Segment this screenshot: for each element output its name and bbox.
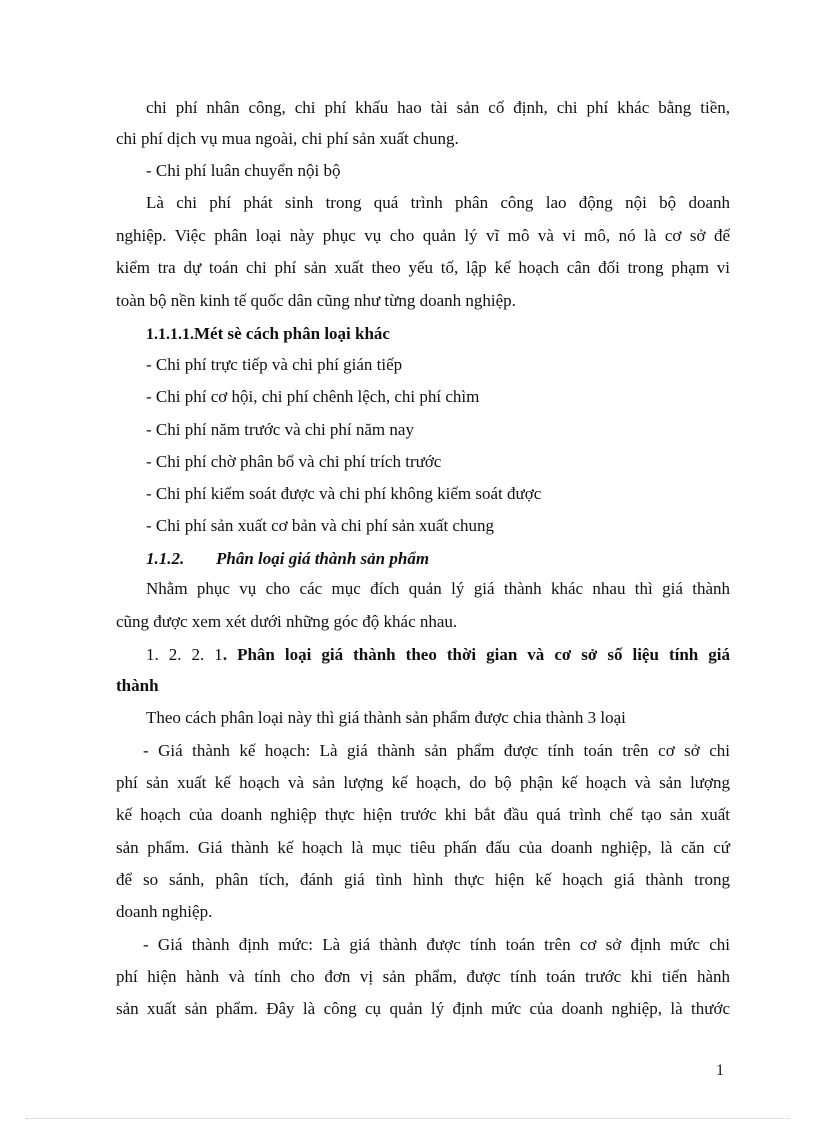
page-number: 1 xyxy=(716,1062,724,1079)
heading-title: . Phân loại giá thành theo thời gian và cơ sở số liệu tính giá xyxy=(222,645,730,664)
paragraph-line: - Giá thành định mức: Là giá thành được tính toán trên cơ sở định mức chi xyxy=(143,935,730,954)
heading-line: thành xyxy=(116,676,159,695)
paragraph-line: phí sản xuất kế hoạch và sản lượng kế hoạch, do bộ phận kế hoạch và sản lượng xyxy=(116,773,730,792)
section-heading xyxy=(146,323,730,346)
paragraph-line: phí hiện hành và tính cho đơn vị sản phẩm, được tính toán trước khi tiến hành xyxy=(116,967,730,986)
section-number: 1.1.1.1. xyxy=(146,326,194,343)
list-item: - Chi phí trực tiếp và chi phí gián tiếp xyxy=(146,355,403,374)
paragraph-line: chi phí nhân công, chi phí khấu hao tài sản cố định, chi phí khác bằng tiền, xyxy=(146,98,730,117)
page-bottom-border xyxy=(26,1118,790,1119)
heading-number: 1. 2. 2. 1 xyxy=(146,645,223,664)
paragraph-line: nghiệp. Việc phân loại này phục vụ cho quản lý vĩ mô và vi mô, nó là cơ sở để xyxy=(116,226,730,245)
paragraph-line: doanh nghiệp. xyxy=(116,902,213,921)
list-item: - Chi phí kiểm soát được và chi phí không kiểm soát được xyxy=(146,484,542,503)
list-item: - Chi phí sản xuất cơ bản và chi phí sản xuất chung xyxy=(146,516,494,535)
paragraph-line: để so sánh, phân tích, đánh giá tình hình thực hiện kế hoạch giá thành trong xyxy=(116,870,730,889)
list-item: - Chi phí luân chuyển nội bộ xyxy=(146,161,341,180)
list-item: - Chi phí năm trước và chi phí năm nay xyxy=(146,420,414,439)
list-item: - Chi phí chờ phân bổ và chi phí trích trước xyxy=(146,452,442,471)
list-item: - Chi phí cơ hội, chi phí chênh lệch, chi phí chìm xyxy=(146,387,480,406)
subsection-heading xyxy=(146,548,730,570)
subsection-title: Phân loại giá thành sản phẩm xyxy=(216,549,430,568)
paragraph-line: kiểm tra dự toán chi phí sản xuất theo yếu tố, lập kế hoạch cân đối trong phạm vi xyxy=(116,258,730,277)
paragraph-line: cũng được xem xét dưới những góc độ khác nhau. xyxy=(116,612,458,631)
paragraph-line: Là chi phí phát sinh trong quá trình phân công lao động nội bộ doanh xyxy=(146,193,730,212)
paragraph-line: - Giá thành kế hoạch: Là giá thành sản phẩm được tính toán trên cơ sở chi xyxy=(143,741,730,760)
section-title: Mét sè cách phân loại khác xyxy=(194,324,390,343)
paragraph-line: sản xuất sản phẩm. Đây là công cụ quản lý định mức của doanh nghiệp, là thước xyxy=(116,999,730,1018)
paragraph-line: kế hoạch của doanh nghiệp thực hiện trước khi bắt đầu quá trình chế tạo sản xuất xyxy=(116,805,730,824)
paragraph-line: Theo cách phân loại này thì giá thành sản phẩm được chia thành 3 loại xyxy=(146,708,626,727)
heading-line xyxy=(146,644,730,666)
paragraph-line: chi phí dịch vụ mua ngoài, chi phí sản xuất chung. xyxy=(116,129,459,148)
paragraph-line: sản phẩm. Giá thành kế hoạch là mục tiêu phấn đấu của doanh nghiệp, là căn cứ xyxy=(116,838,730,857)
subsection-number: 1.1.2. xyxy=(146,549,185,568)
paragraph-line: Nhằm phục vụ cho các mục đích quản lý giá thành khác nhau thì giá thành xyxy=(146,579,730,598)
paragraph-line: toàn bộ nền kinh tế quốc dân cũng như từng doanh nghiệp. xyxy=(116,291,516,310)
